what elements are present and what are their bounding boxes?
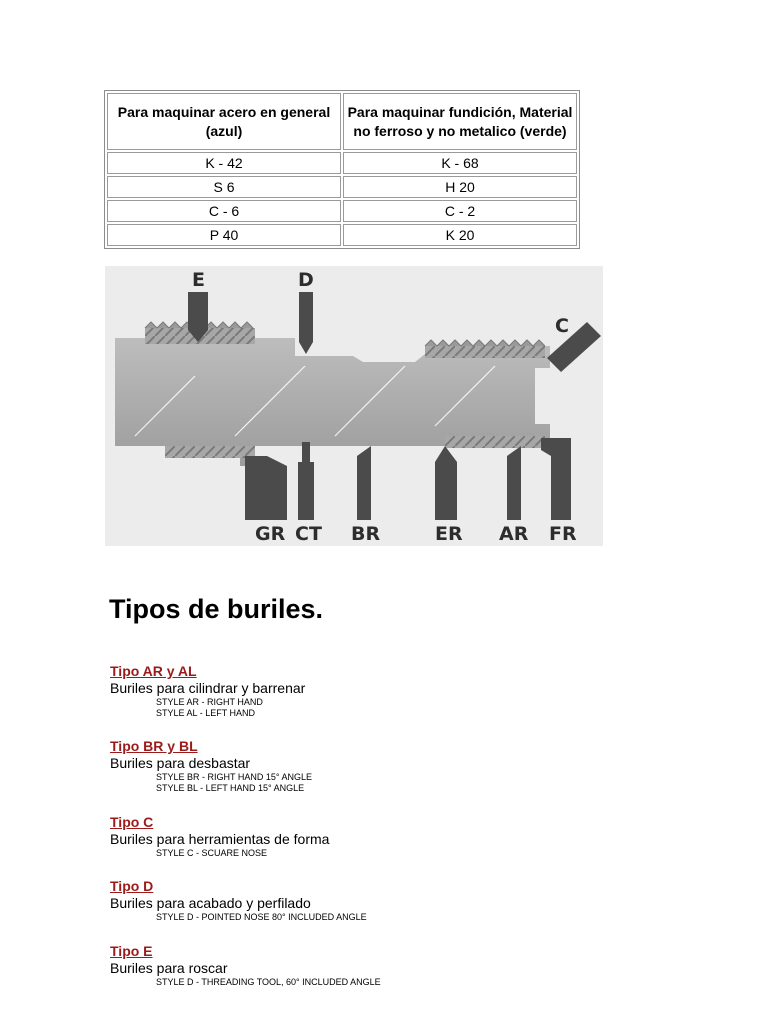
tool-gr-icon xyxy=(245,456,287,520)
type-section-e xyxy=(110,943,381,988)
table-cell: K 20 xyxy=(343,224,577,246)
table-cell: C - 6 xyxy=(107,200,341,222)
type-description: Buriles para herramientas de forma xyxy=(110,831,330,847)
type-description: Buriles para roscar xyxy=(110,960,228,976)
type-style-line: STYLE D - THREADING TOOL, 60° INCLUDED ANGLE xyxy=(156,977,381,987)
table-cell: C - 2 xyxy=(343,200,577,222)
label-br: BR xyxy=(351,523,381,545)
label-e: E xyxy=(192,269,205,291)
type-description: Buriles para desbastar xyxy=(110,755,251,771)
tool-ar-icon xyxy=(507,446,521,520)
type-link[interactable]: Tipo AR y AL xyxy=(110,663,197,679)
column-header-cast-iron: Para maquinar fundición, Material no ferroso y no metalico (verde) xyxy=(343,93,577,150)
type-style-line: STYLE BL - LEFT HAND 15° ANGLE xyxy=(156,783,305,793)
table-header-row xyxy=(107,93,577,150)
tool-br-icon xyxy=(357,446,371,520)
type-link[interactable]: Tipo D xyxy=(110,878,154,894)
type-section-ar-al xyxy=(110,663,305,719)
tool-d-icon xyxy=(299,292,313,354)
type-description: Buriles para acabado y perfilado xyxy=(110,895,311,911)
type-style-line: STYLE AR - RIGHT HAND xyxy=(156,697,263,707)
type-style-line: STYLE AL - LEFT HAND xyxy=(156,708,256,718)
label-d: D xyxy=(298,269,314,291)
page-title: Tipos de buriles. xyxy=(109,594,324,624)
table-row xyxy=(107,200,577,222)
label-gr: GR xyxy=(255,523,286,545)
label-ct: CT xyxy=(295,523,322,545)
lathe-tools-illustration xyxy=(105,266,603,546)
label-c: C xyxy=(555,315,569,337)
type-style-line: STYLE C - SCUARE NOSE xyxy=(156,848,268,858)
type-section-d xyxy=(110,878,367,923)
lathe-tools-figure xyxy=(105,266,603,546)
column-header-steel: Para maquinar acero en general (azul) xyxy=(107,93,341,150)
type-link[interactable]: Tipo C xyxy=(110,814,154,830)
table-row xyxy=(107,224,577,246)
table-cell: S 6 xyxy=(107,176,341,198)
type-link[interactable]: Tipo E xyxy=(110,943,153,959)
label-ar: AR xyxy=(499,523,529,545)
type-description: Buriles para cilindrar y barrenar xyxy=(110,680,306,696)
table-row xyxy=(107,176,577,198)
type-section-c xyxy=(110,814,329,859)
label-er: ER xyxy=(435,523,463,545)
materials-table xyxy=(104,90,580,249)
type-link[interactable]: Tipo BR y BL xyxy=(110,738,198,754)
table-cell: K - 42 xyxy=(107,152,341,174)
table-cell: K - 68 xyxy=(343,152,577,174)
table-cell: P 40 xyxy=(107,224,341,246)
type-style-line: STYLE BR - RIGHT HAND 15° ANGLE xyxy=(156,772,312,782)
type-section-br-bl xyxy=(110,738,312,794)
table-cell: H 20 xyxy=(343,176,577,198)
table-row xyxy=(107,152,577,174)
type-style-line: STYLE D - POINTED NOSE 80° INCLUDED ANGLE xyxy=(156,912,367,922)
label-fr: FR xyxy=(549,523,577,545)
